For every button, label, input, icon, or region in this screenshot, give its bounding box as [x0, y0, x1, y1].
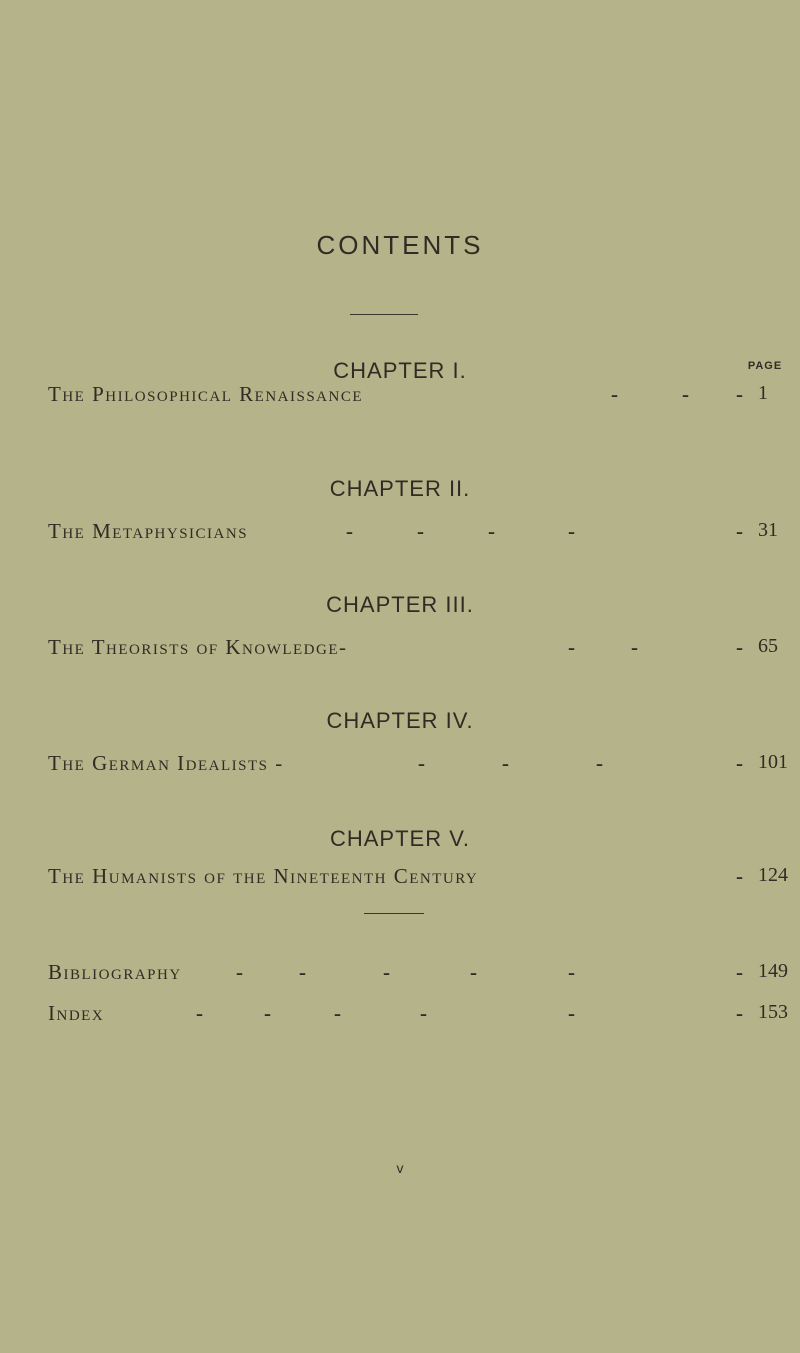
entry-title: Index — [48, 1001, 105, 1025]
leader-dash: - — [264, 1001, 271, 1025]
toc-entry[interactable] — [48, 864, 800, 894]
entry-page-number: 65 — [758, 635, 778, 657]
chapter-heading: CHAPTER III. — [326, 592, 474, 617]
chapter-heading: CHAPTER II. — [329, 476, 471, 501]
leader-dash: - — [236, 960, 243, 984]
leader-dash: - — [418, 751, 425, 775]
entry-title: The Theorists of Knowledge- — [48, 635, 348, 659]
page-column-label: PAGE — [747, 360, 783, 372]
leader-dash: - — [346, 519, 353, 543]
leader-dash: - — [334, 1001, 341, 1025]
leader-dash: - — [383, 960, 390, 984]
entry-title: The Metaphysicians — [48, 519, 249, 543]
entry-title: Bibliography — [48, 960, 182, 984]
entry-page-number: 149 — [758, 960, 788, 982]
section-divider — [364, 913, 424, 914]
entry-page-number: 1 — [758, 382, 768, 404]
page-folio: v — [396, 1160, 404, 1176]
leader-dash: - — [299, 960, 306, 984]
leader-dash: - — [420, 1001, 427, 1025]
leader-dash: - — [736, 635, 743, 659]
toc-entry[interactable] — [48, 382, 800, 412]
chapter-heading: CHAPTER IV. — [326, 708, 474, 733]
toc-entry[interactable] — [48, 635, 800, 665]
entry-page-number: 124 — [758, 864, 788, 886]
entry-title: The Philosophical Renaissance — [48, 382, 364, 406]
leader-dash: - — [631, 635, 638, 659]
leader-dash: - — [736, 519, 743, 543]
leader-dash: - — [502, 751, 509, 775]
leader-dash: - — [568, 519, 575, 543]
entry-page-number: 31 — [758, 519, 778, 541]
toc-entry[interactable] — [48, 519, 800, 549]
leader-dash: - — [736, 960, 743, 984]
toc-entry[interactable] — [48, 1001, 800, 1031]
entry-page-number: 153 — [758, 1001, 788, 1023]
chapter-heading: CHAPTER I. — [333, 358, 467, 383]
leader-dash: - — [488, 519, 495, 543]
leader-dash: - — [470, 960, 477, 984]
toc-entry[interactable] — [48, 960, 800, 990]
leader-dash: - — [568, 1001, 575, 1025]
leader-dash: - — [568, 635, 575, 659]
leader-dash: - — [196, 1001, 203, 1025]
toc-entry[interactable] — [48, 751, 800, 781]
page-title: CONTENTS — [316, 230, 484, 260]
title-divider — [350, 314, 418, 315]
leader-dash: - — [596, 751, 603, 775]
leader-dash: - — [417, 519, 424, 543]
entry-page-number: 101 — [758, 751, 788, 773]
leader-dash: - — [611, 382, 618, 406]
leader-dash: - — [736, 382, 743, 406]
leader-dash: - — [736, 864, 743, 888]
entry-title: The German Idealists - — [48, 751, 284, 775]
entry-title: The Humanists of the Nineteenth Century — [48, 864, 479, 888]
leader-dash: - — [568, 960, 575, 984]
leader-dash: - — [682, 382, 689, 406]
leader-dash: - — [736, 1001, 743, 1025]
leader-dash: - — [736, 751, 743, 775]
chapter-heading: CHAPTER V. — [329, 826, 470, 851]
